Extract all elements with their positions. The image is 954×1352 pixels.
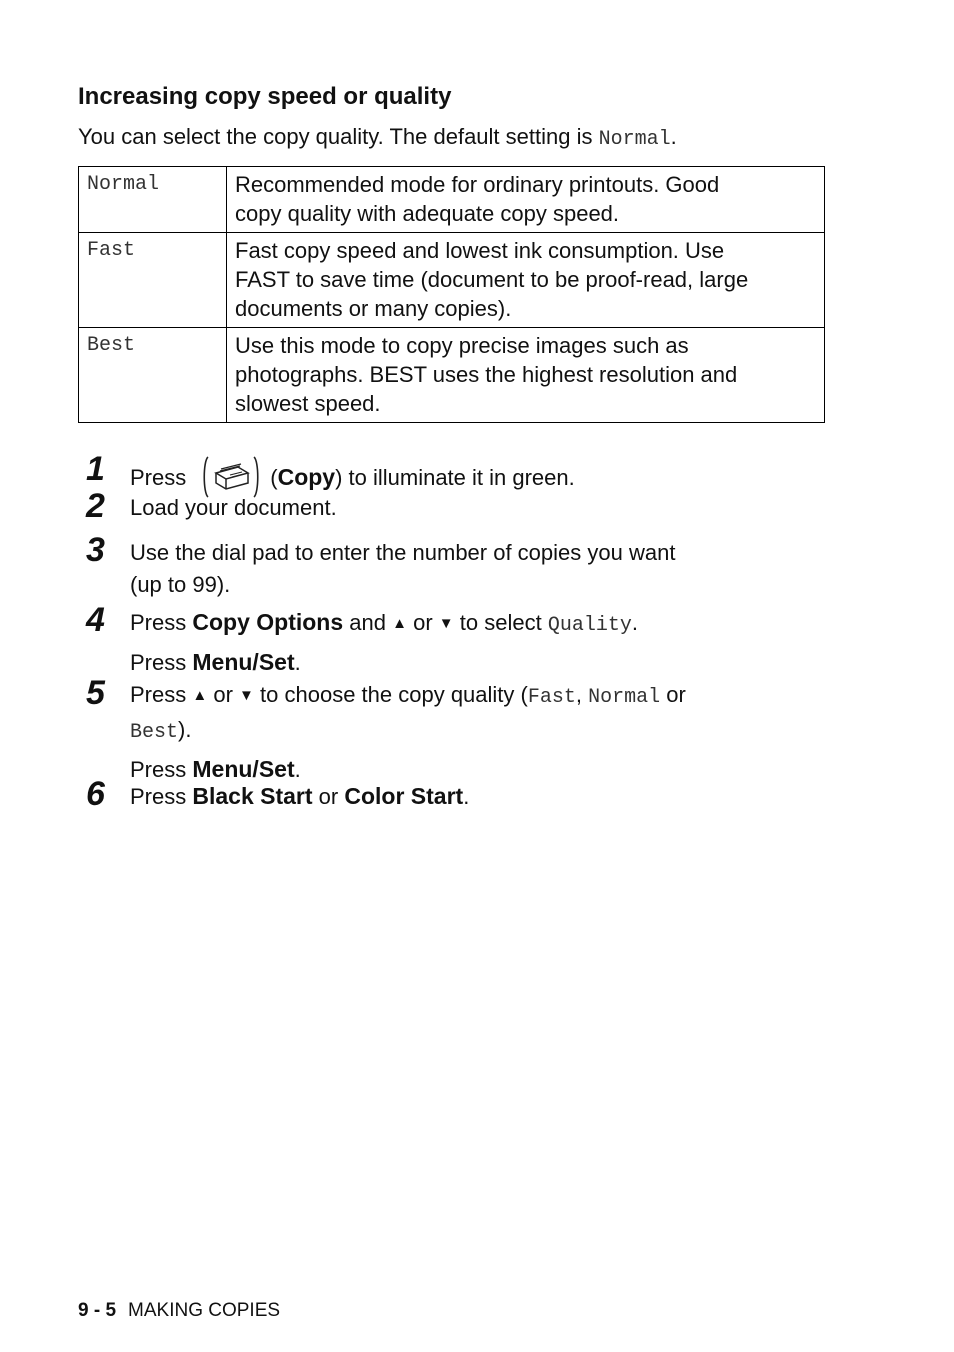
page-footer — [78, 1300, 280, 1322]
step-number: 2 — [86, 487, 105, 525]
black-start-key: Black Start — [192, 783, 313, 809]
up-arrow-icon: ▲ — [192, 687, 208, 704]
step-text: Press Copy Options and ▲ or ▼ to select Quality. Press Menu/Set. — [130, 609, 638, 675]
down-arrow-icon: ▼ — [239, 687, 254, 704]
down-arrow-icon: ▼ — [438, 615, 454, 632]
mode-name: Best — [79, 328, 227, 423]
intro-paragraph: You can select the copy quality. The default setting is Normal. — [78, 124, 677, 151]
quality-option: Normal — [588, 686, 661, 709]
mode-description: Fast copy speed and lowest ink consumption. Use FAST to save time (document to be proof-read, large documents or many copies). — [227, 233, 825, 328]
step-text: Press (Copy) to illuminate it in green. — [130, 455, 575, 499]
section-heading: Increasing copy speed or quality — [78, 83, 452, 110]
color-start-key: Color Start — [344, 783, 464, 809]
step-text: Use the dial pad to enter the number of copies you want (up to 99). — [130, 540, 676, 597]
quality-option: Quality — [547, 614, 632, 637]
step-number: 4 — [86, 601, 105, 639]
step-text: Press ▲ or ▼ to choose the copy quality (Fast, Normal or Best). Press Menu/Set. — [130, 682, 686, 782]
default-setting-value: Normal — [598, 128, 671, 151]
menu-set-key: Menu/Set — [192, 756, 295, 782]
mode-name: Normal — [79, 167, 227, 233]
quality-option: Best — [130, 721, 179, 744]
up-arrow-icon: ▲ — [392, 615, 407, 632]
copy-key-label: Copy — [277, 464, 336, 490]
step-number: 5 — [86, 674, 105, 712]
quality-option: Fast — [527, 686, 576, 709]
mode-description: Recommended mode for ordinary printouts. Good copy quality with adequate copy speed. — [227, 167, 825, 233]
quality-modes-table — [78, 166, 825, 423]
chapter-title: MAKING COPIES — [128, 1300, 281, 1321]
table-row — [79, 328, 825, 423]
step-text: Load your document. — [130, 495, 337, 520]
step-number: 3 — [86, 531, 105, 569]
copy-options-key: Copy Options — [192, 609, 344, 635]
mode-description: Use this mode to copy precise images such as photographs. BEST uses the highest resolution and slowest speed. — [227, 328, 825, 423]
step-number: 1 — [86, 450, 105, 488]
step-number: 6 — [86, 775, 105, 813]
menu-set-key: Menu/Set — [192, 649, 295, 675]
page-number: 9 - 5 — [78, 1300, 117, 1321]
step-text: Press Black Start or Color Start. — [130, 783, 470, 809]
mode-name: Fast — [79, 233, 227, 328]
intro-text: You can select the copy quality. The default setting is — [78, 124, 599, 149]
table-row — [79, 233, 825, 328]
table-row — [79, 167, 825, 233]
